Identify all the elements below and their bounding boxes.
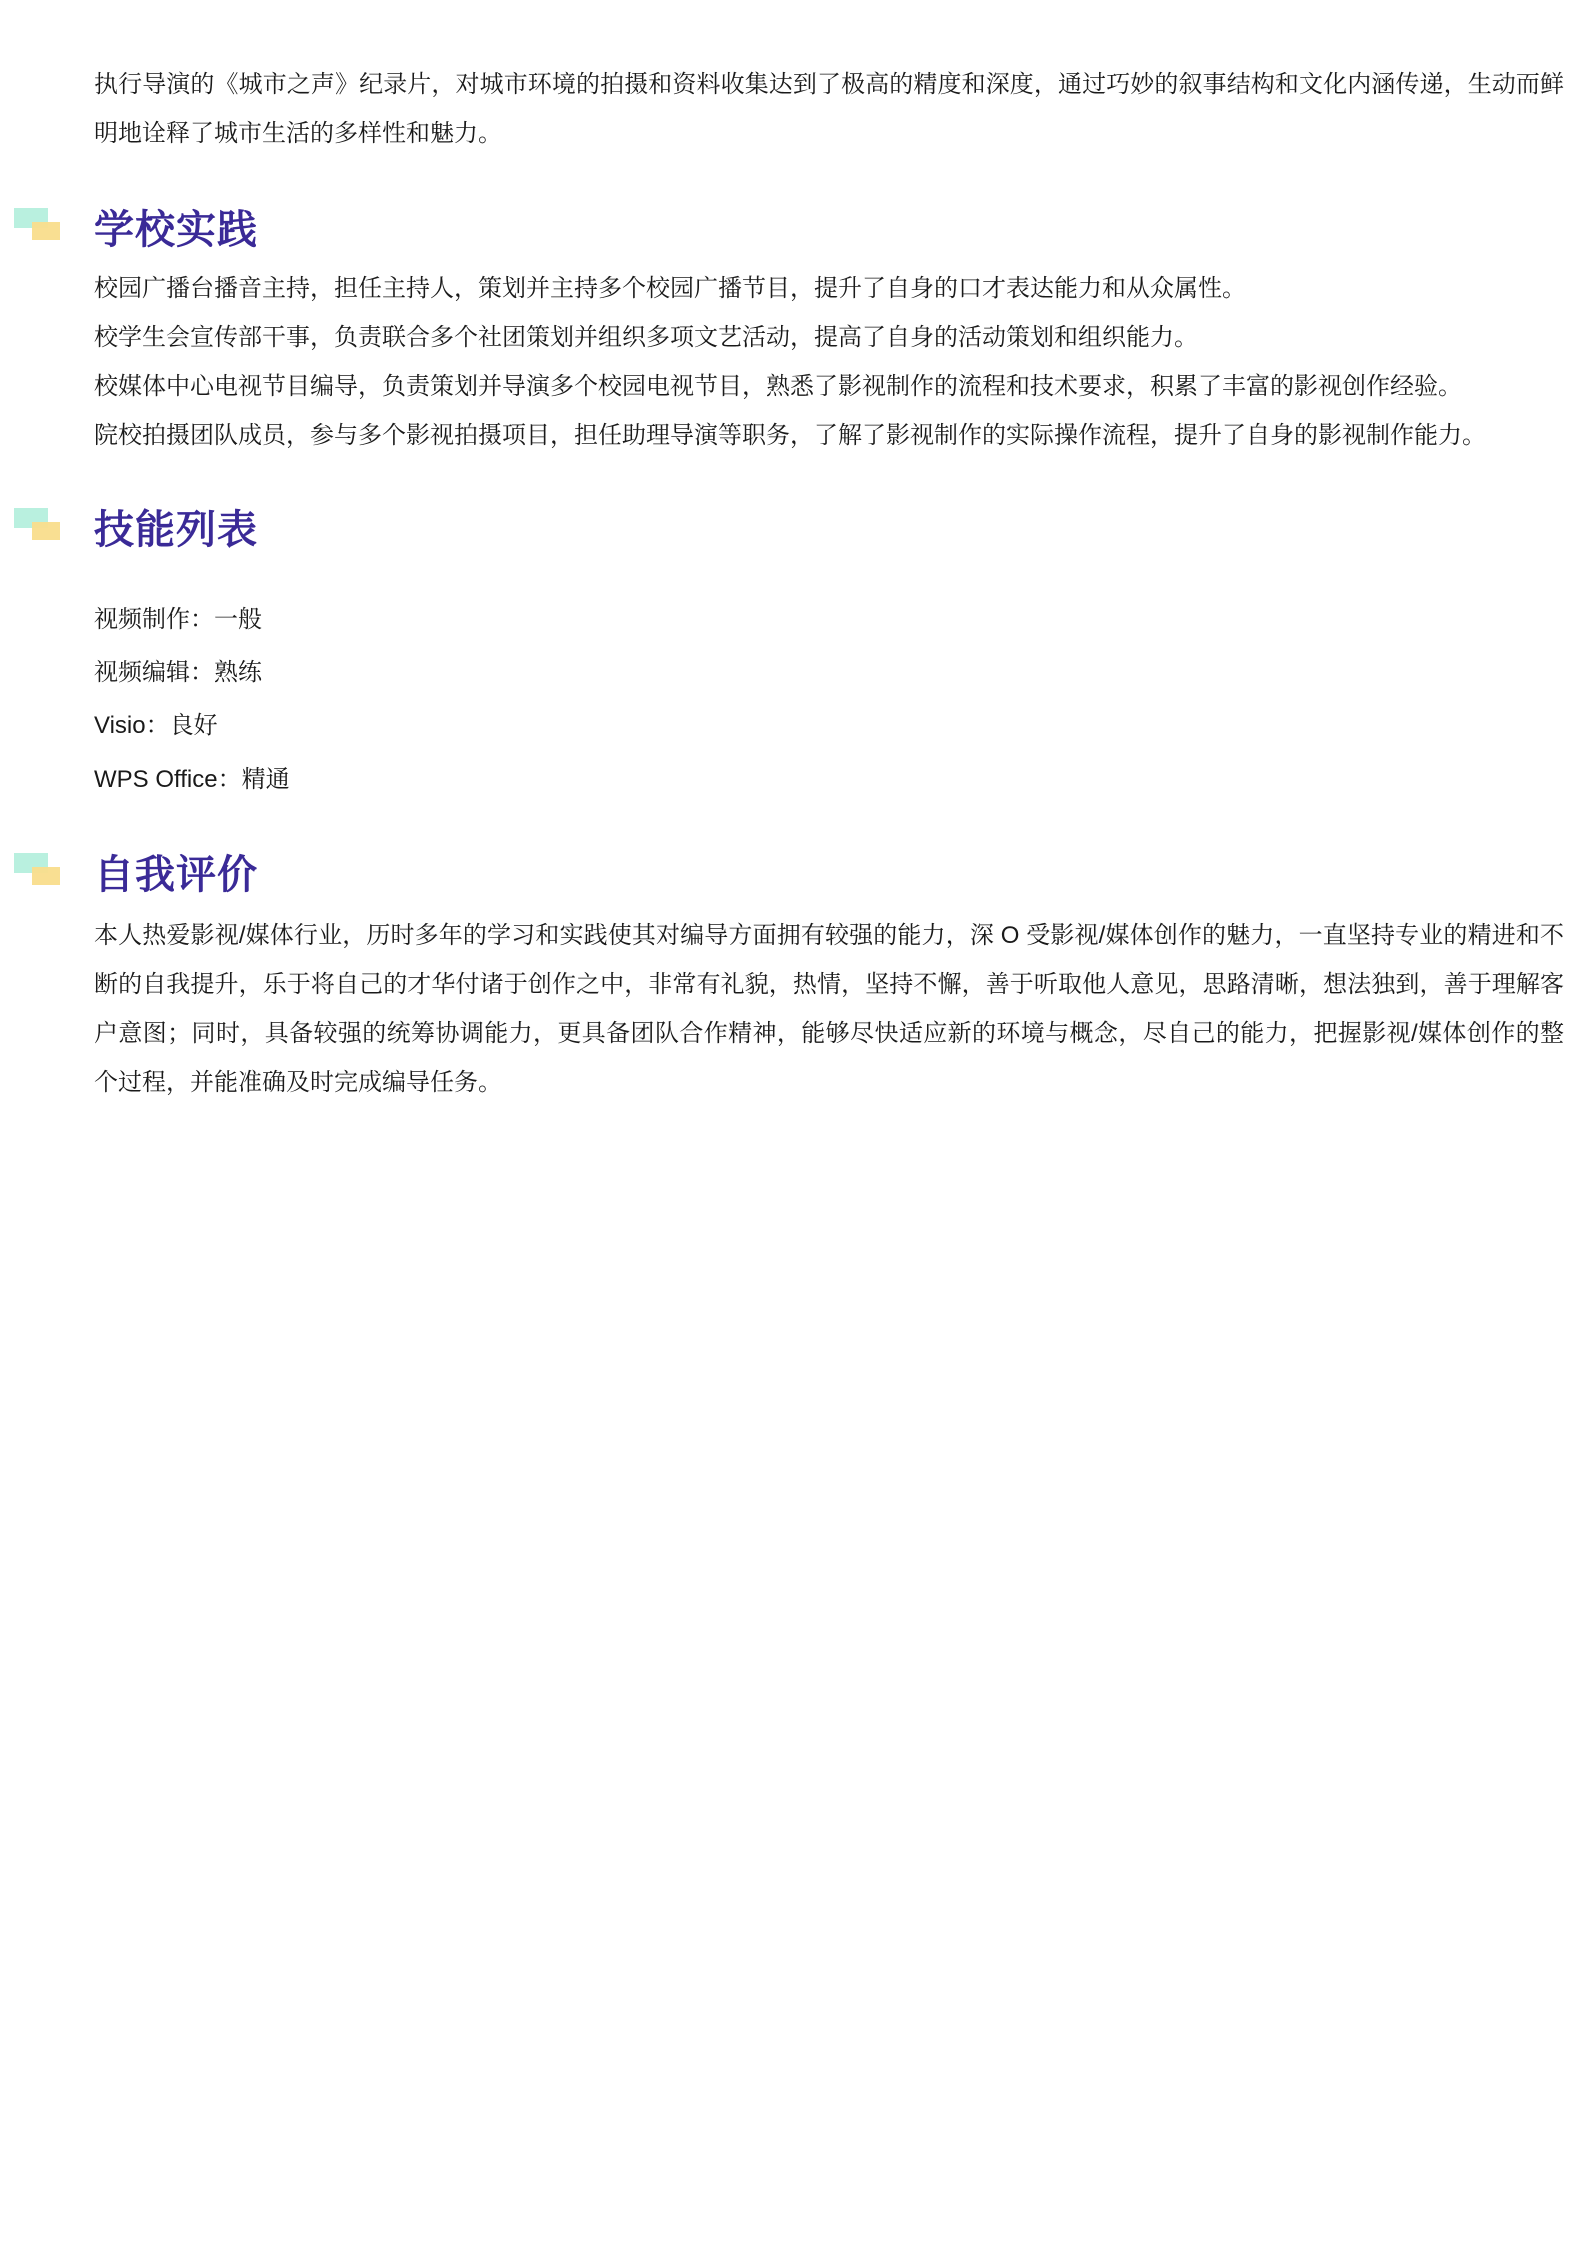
skill-item: 视频编辑：熟练 [94, 659, 262, 686]
section-marker-icon [14, 853, 64, 887]
section-title-skills: 技能列表 [94, 508, 258, 552]
skill-item: 视频制作：一般 [94, 606, 262, 633]
section-marker-icon [14, 208, 64, 242]
section-title-self-evaluation: 自我评价 [94, 853, 258, 897]
skill-item: WPS Office：精通 [94, 766, 290, 793]
section-title-school-practice: 学校实践 [94, 208, 258, 252]
section-marker-icon [14, 508, 64, 542]
self-evaluation-paragraph: 本人热爱影视/媒体行业，历时多年的学习和实践使其对编导方面拥有较强的能力，深 O 受影视/媒体创作的魅力，一直坚持专业的精进和不断的自我提升，乐于将自己的才华付诸于创作之中，非常有礼貌，热情，坚持不懈，善于听取他人意见，思路清晰，想法独到，善于理解客户意图；同时，具备较强的统筹协调能力，更具备团队合作精神，能够尽快适应新的环境与概念，尽自己的能力，把握影视/媒体创作的整个过程，并能准确及时完成编导任务。 [94, 922, 1564, 1096]
school-practice-item: 校园广播台播音主持，担任主持人，策划并主持多个校园广播节目，提升了自身的口才表达能力和从众属性。 [94, 275, 1246, 302]
school-practice-item: 校媒体中心电视节目编导，负责策划并导演多个校园电视节目，熟悉了影视制作的流程和技术要求，积累了丰富的影视创作经验。 [94, 373, 1462, 400]
intro-paragraph: 执行导演的《城市之声》纪录片，对城市环境的拍摄和资料收集达到了极高的精度和深度，通过巧妙的叙事结构和文化内涵传递，生动而鲜明地诠释了城市生活的多样性和魅力。 [94, 71, 1564, 147]
skill-item: Visio：良好 [94, 712, 218, 739]
school-practice-item: 校学生会宣传部干事，负责联合多个社团策划并组织多项文艺活动，提高了自身的活动策划和组织能力。 [94, 324, 1198, 351]
school-practice-item: 院校拍摄团队成员，参与多个影视拍摄项目，担任助理导演等职务，了解了影视制作的实际操作流程，提升了自身的影视制作能力。 [94, 422, 1486, 449]
